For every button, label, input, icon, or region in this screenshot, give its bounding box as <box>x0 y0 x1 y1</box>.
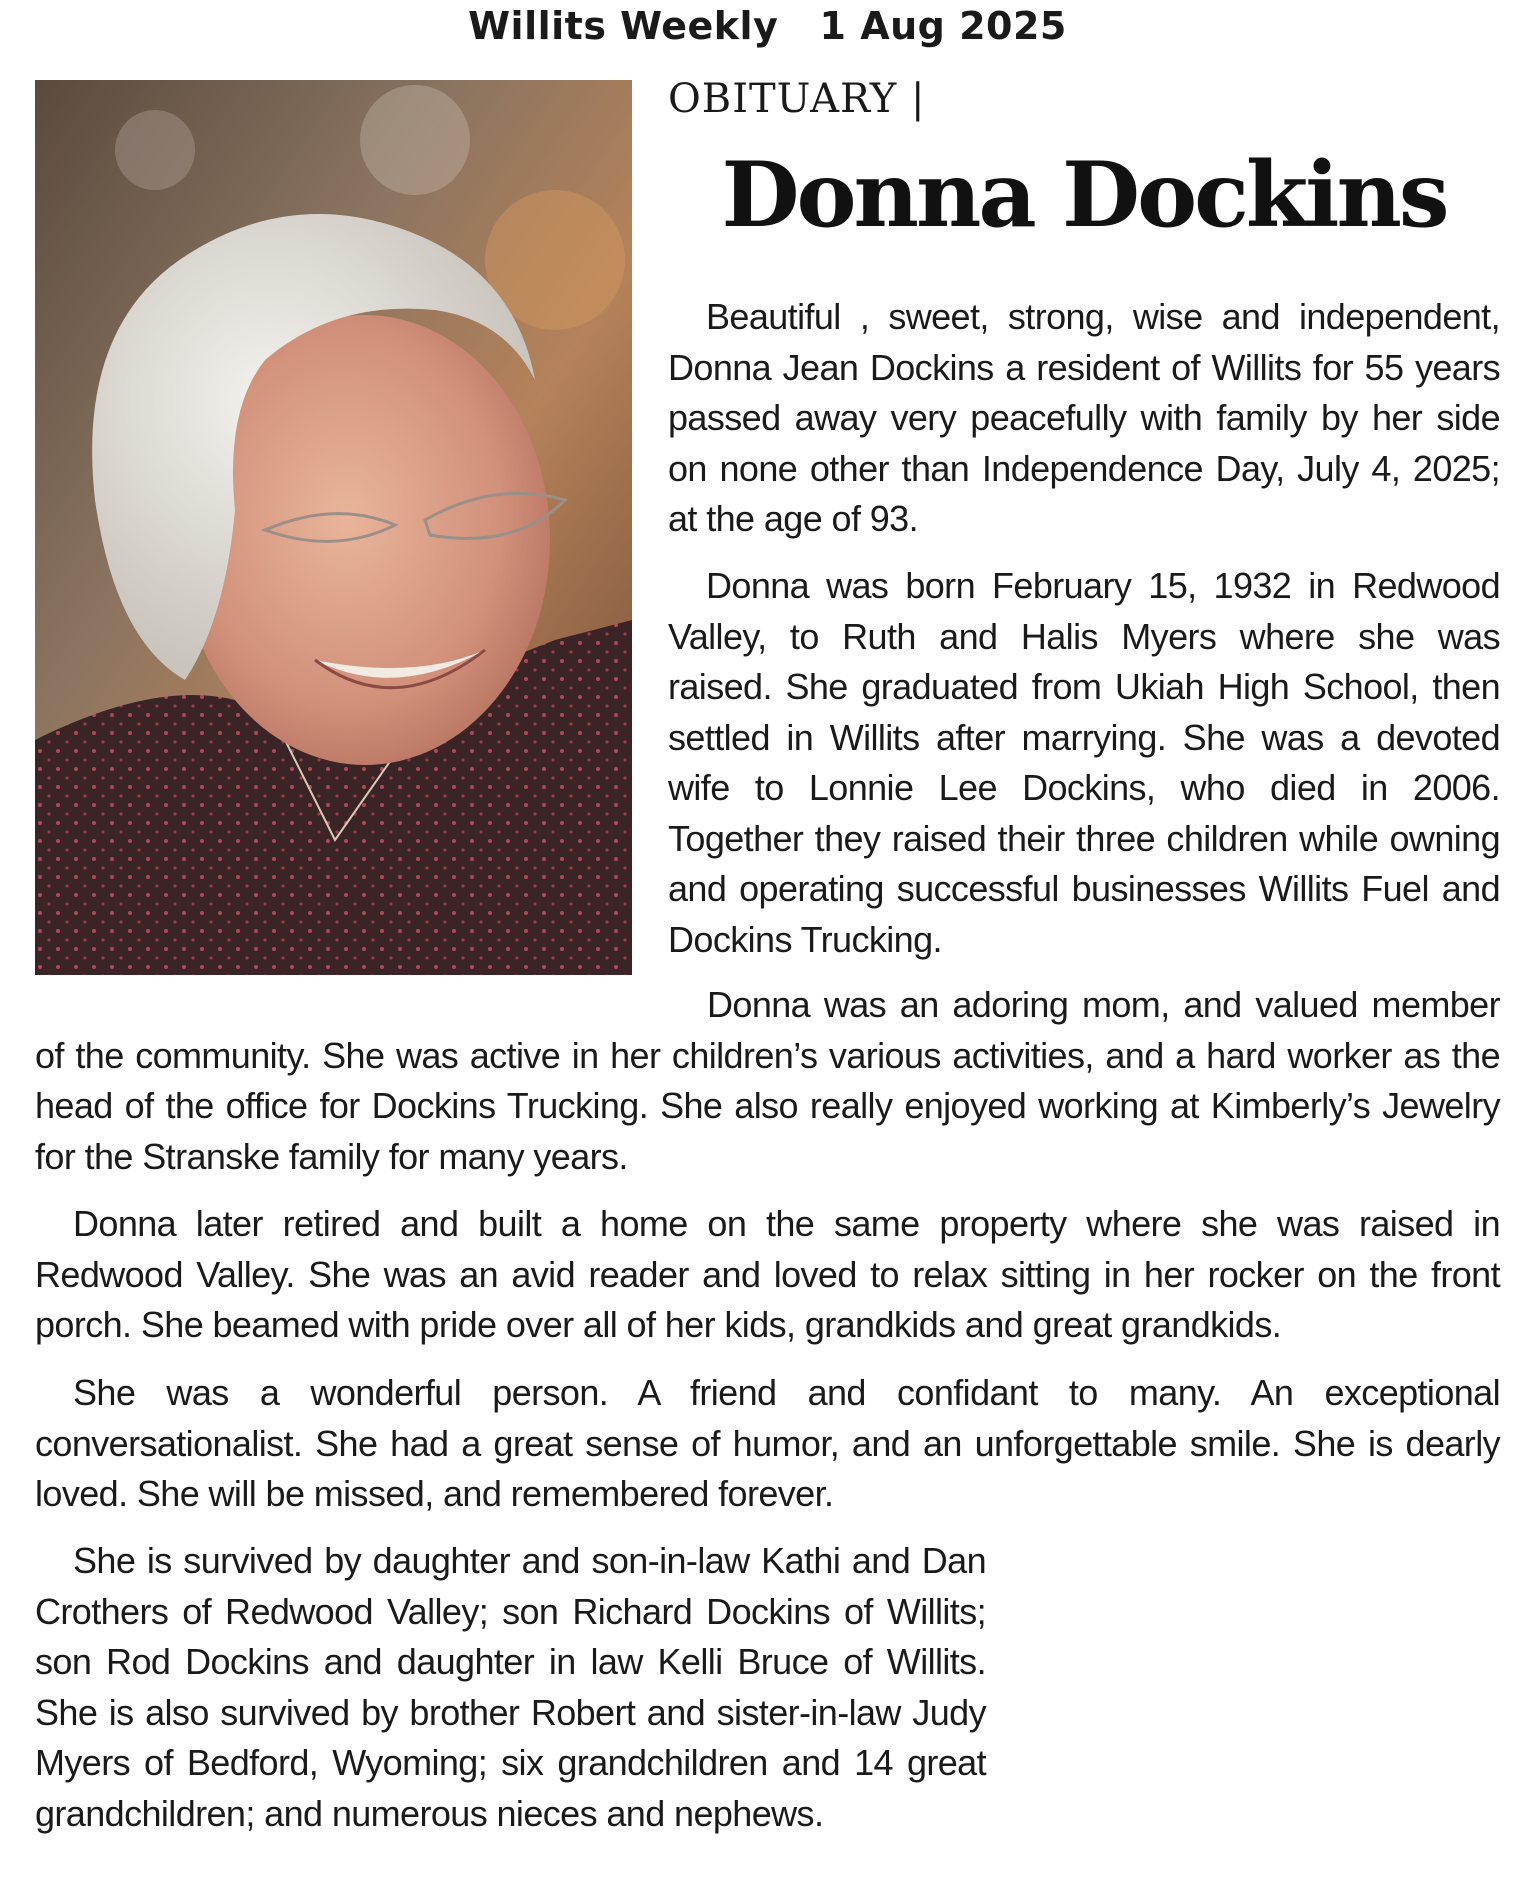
paragraph-2: Donna was born February 15, 1932 in Redwood Valley, to Ruth and Halis Myers where she was raised. She graduated from Ukiah High School, then settled in Willits after marrying. She was a devoted wife to Lonnie Lee Dockins, who died in 2006. Together they raised their three children while owning and operating successful businesses Willits Fuel and Dockins Trucking. <box>668 565 1500 960</box>
paragraph-6: She is survived by daughter and son-in-law Kathi and Dan Crothers of Redwood Valley; son Richard Dockins of Willits; son Rod Dockins and daughter in law Kelli Bruce of Willits. She is also survived by brother Robert and sister-in-law Judy Myers of Bedford, Wyoming; six grandchildren and 14 great grandchildren; and numerous nieces and nephews. <box>35 1540 986 1834</box>
paragraph-3: Donna was an adoring mom, and valued member of the community. She was active in her children’s various activities, and a hard worker as the head of the office for Dockins Trucking. She also really enjoyed working at Kimberly’s Jewelry for the Stranske family for many years. <box>35 984 1500 1177</box>
headline: Donna Dockins <box>721 142 1447 248</box>
paragraph-4: Donna later retired and built a home on the same property where she was raised in Redwood Valley. She was an avid reader and loved to relax sitting in her rocker on the front porch. She beamed with pride over all of her kids, grandkids and great grandkids. <box>35 1203 1500 1345</box>
portrait-image <box>35 80 632 975</box>
portrait-photo <box>35 80 632 975</box>
section-kicker: OBITUARY | <box>668 76 926 122</box>
paragraph-1: Beautiful , sweet, strong, wise and independent, Donna Jean Dockins a resident of Willits for 55 years passed away very peacefully with family by her side on none other than Independence Day, July 4, 2025; at the age of 93. <box>668 296 1500 539</box>
masthead: Willits Weekly 1 Aug 2025 <box>468 4 1067 48</box>
paragraph-5: She was a wonderful person. A friend and confidant to many. An exceptional conversationalist. She had a great sense of humor, and an unforgettable smile. She is dearly loved. She will be missed, and remembered forever. <box>35 1372 1500 1514</box>
